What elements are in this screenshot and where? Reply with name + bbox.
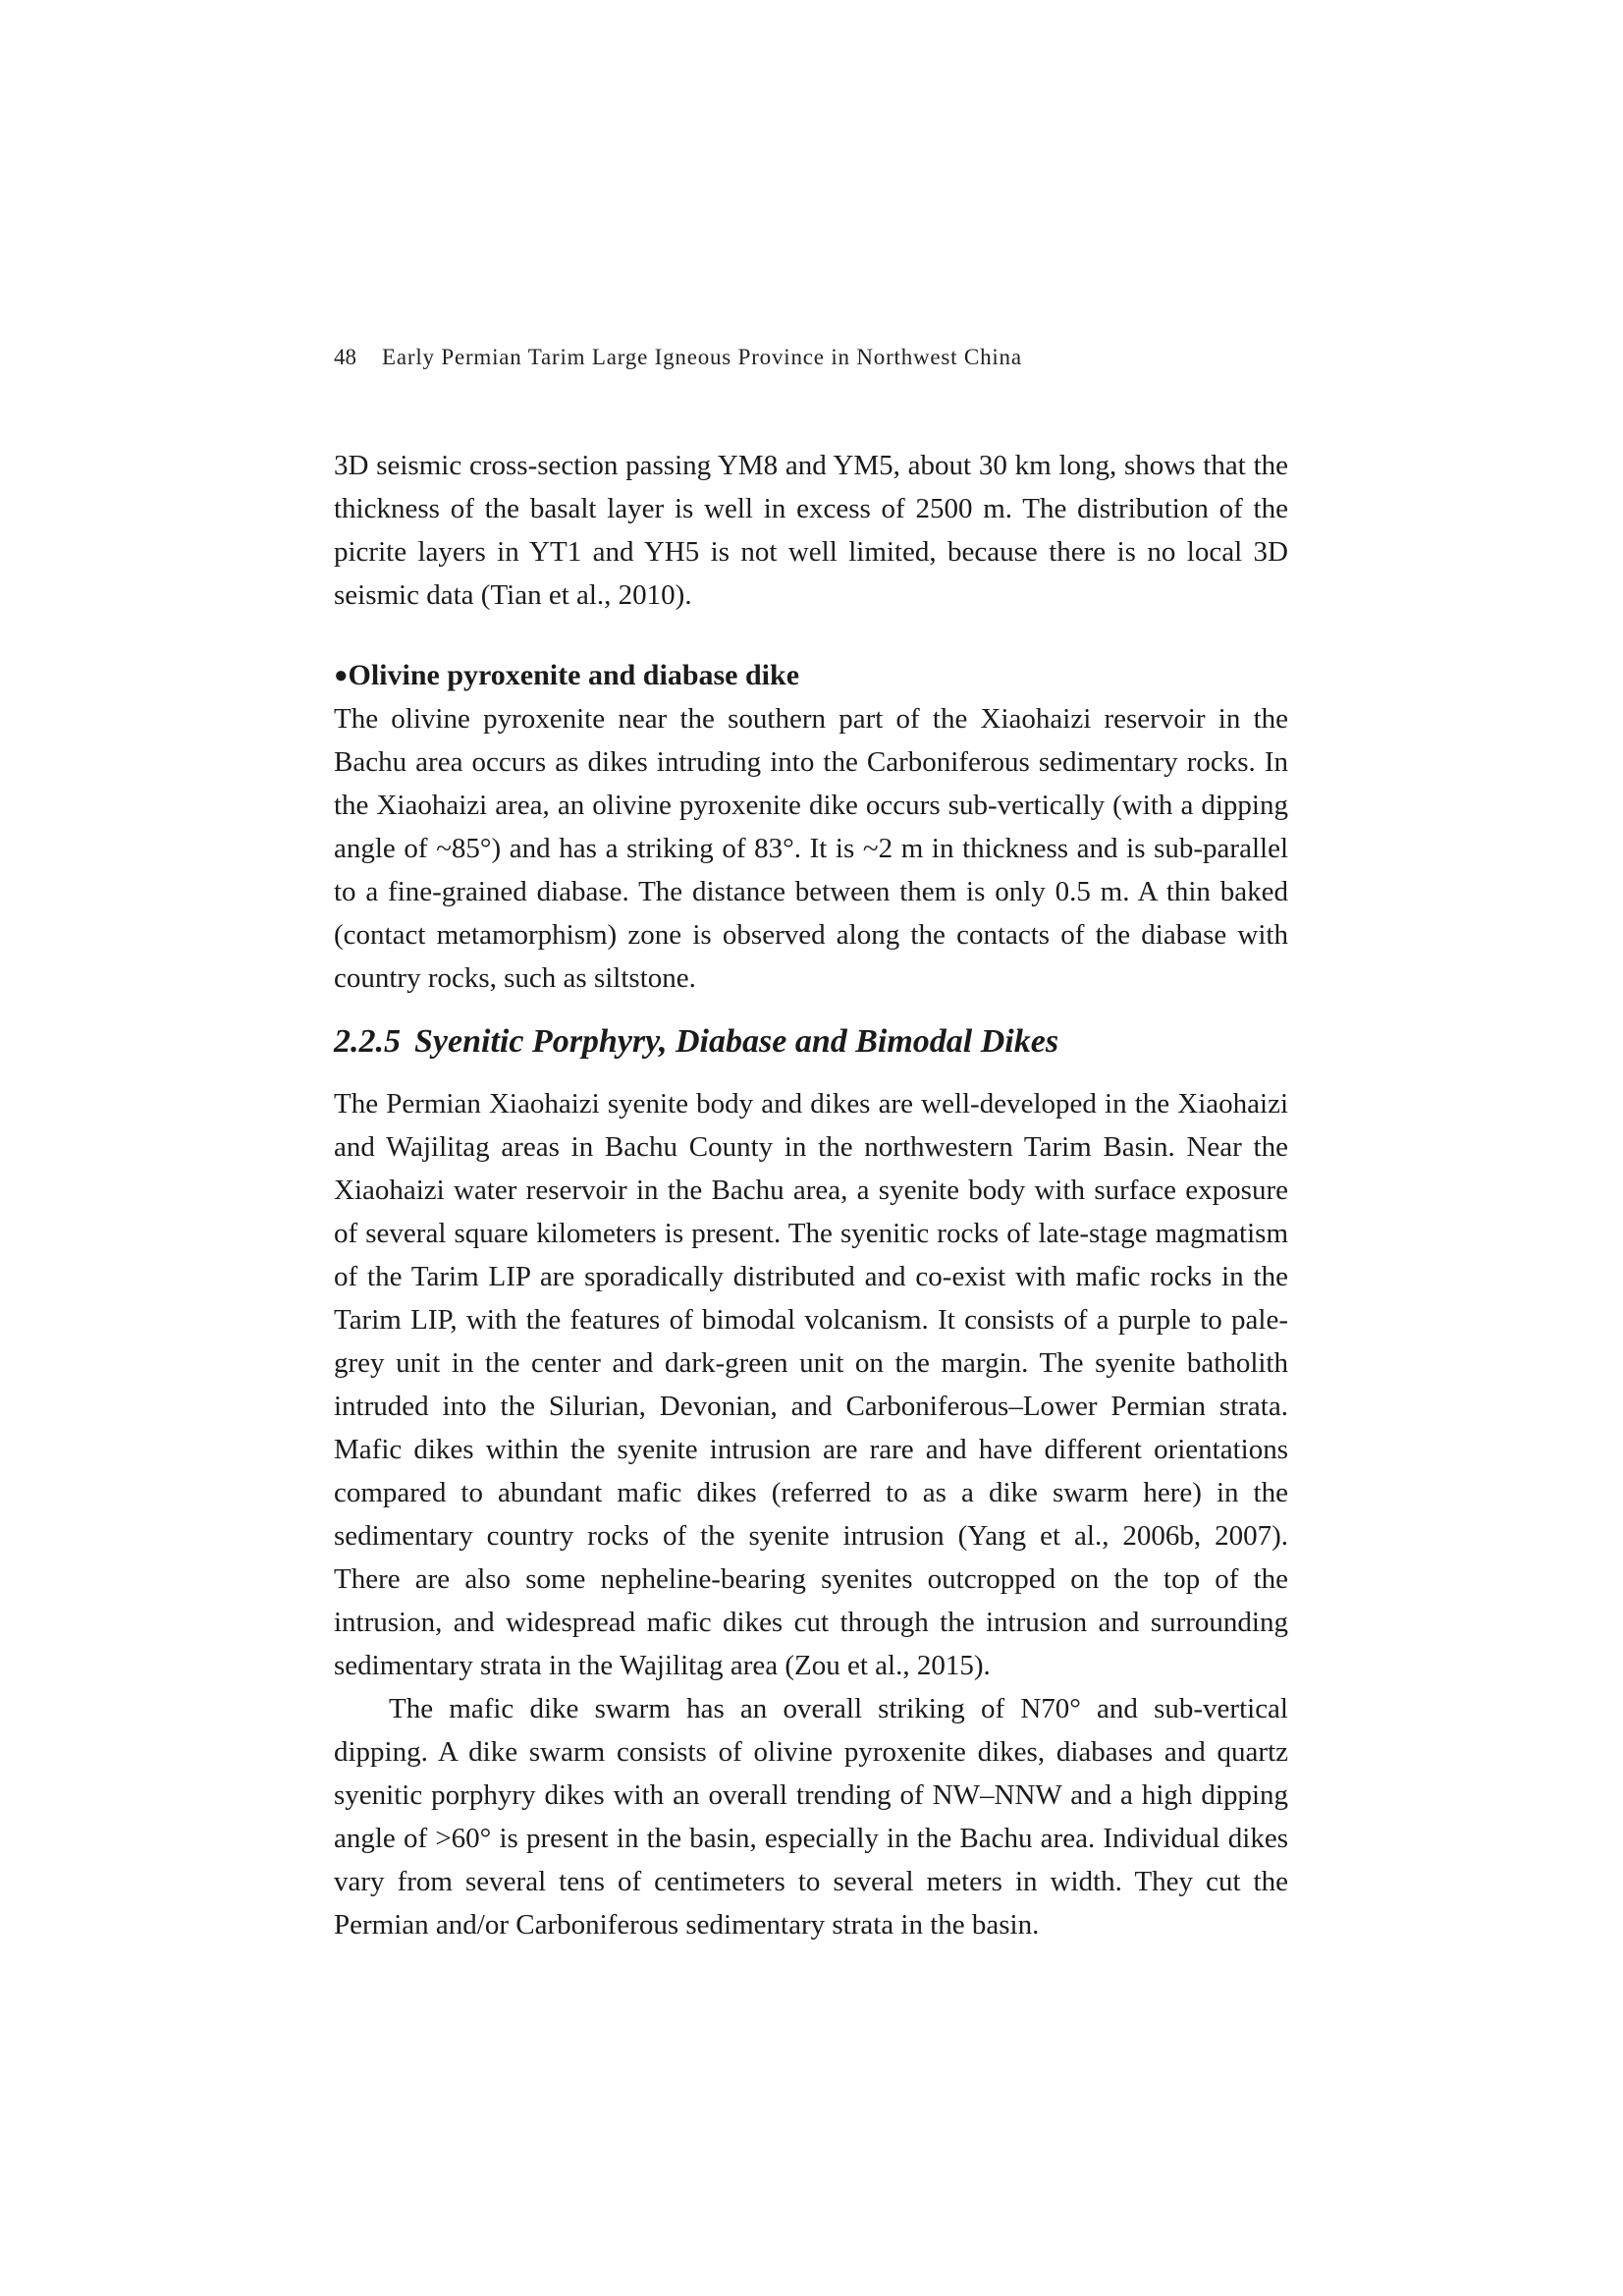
- paragraph-seismic-cross-section: 3D seismic cross-section passing YM8 and YM5, about 30 km long, shows that the thickness of the basalt layer is well in excess of 2500 m. The distribution of the picrite layers in YT1 and YH5 is not well limited, because there is no local 3D seismic data (Tian et al., 2010).: [334, 450, 1288, 611]
- bullet-icon: ●: [334, 663, 349, 688]
- bullet-heading-olivine-pyroxenite: [334, 654, 1288, 697]
- paragraph-olivine-pyroxenite: The olivine pyroxenite near the southern part of the Xiaohaizi reservoir in the Bachu area occurs as dikes intruding into the Carboniferous sedimentary rocks. In the Xiaohaizi area, an olivine pyroxenite dike occurs sub-vertically (with a dipping angle of ~85°) and has a striking of 83°. It is ~2 m in thickness and is sub-parallel to a fine-grained diabase. The distance between them is only 0.5 m. A thin baked (contact metamorphism) zone is observed along the contacts of the diabase with country rocks, such as siltstone.: [334, 703, 1288, 994]
- section-heading-2-2-5: [334, 1017, 1288, 1066]
- bullet-heading-label: Olivine pyroxenite and diabase dike: [348, 659, 800, 691]
- paragraph-mafic-dike-swarm: The mafic dike swarm has an overall striking of N70° and sub-vertical dipping. A dike swarm consists of olivine pyroxenite dikes, diabases and quartz syenitic porphyry dikes with an overall trending of NW–NNW and a high dipping angle of >60° is present in the basin, especially in the Bachu area. Individual dikes vary from several tens of centimeters to several meters in width. They cut the Permian and/or Carboniferous sedimentary strata in the basin.: [334, 1693, 1288, 1941]
- running-head-title: Early Permian Tarim Large Igneous Province in Northwest China: [382, 345, 1022, 369]
- page-number: 48: [334, 345, 356, 369]
- section-title: Syenitic Porphyry, Diabase and Bimodal Dikes: [414, 1023, 1059, 1060]
- paragraph-xiaohaizi-syenite: The Permian Xiaohaizi syenite body and dikes are well-developed in the Xiaohaizi and Wajilitag areas in Bachu County in the northwestern Tarim Basin. Near the Xiaohaizi water reservoir in the Bachu area, a syenite body with surface exposure of several square kilometers is present. The syenitic rocks of late-stage magmatism of the Tarim LIP are sporadically distributed and co-exist with mafic rocks in the Tarim LIP, with the features of bimodal volcanism. It consists of a purple to pale-grey unit in the center and dark-green unit on the margin. The syenite batholith intruded into the Silurian, Devonian, and Carboniferous–Lower Permian strata. Mafic dikes within the syenite intrusion are rare and have different orientations compared to abundant mafic dikes (referred to as a dike swarm here) in the sedimentary country rocks of the syenite intrusion (Yang et al., 2006b, 2007). There are also some nepheline-bearing syenites outcropped on the top of the intrusion, and widespread mafic dikes cut through the intrusion and surrounding sedimentary strata in the Wajilitag area (Zou et al., 2015).: [334, 1088, 1288, 1681]
- running-head: [334, 344, 1288, 371]
- section-number: 2.2.5: [334, 1023, 401, 1060]
- page-body: [334, 444, 1288, 1946]
